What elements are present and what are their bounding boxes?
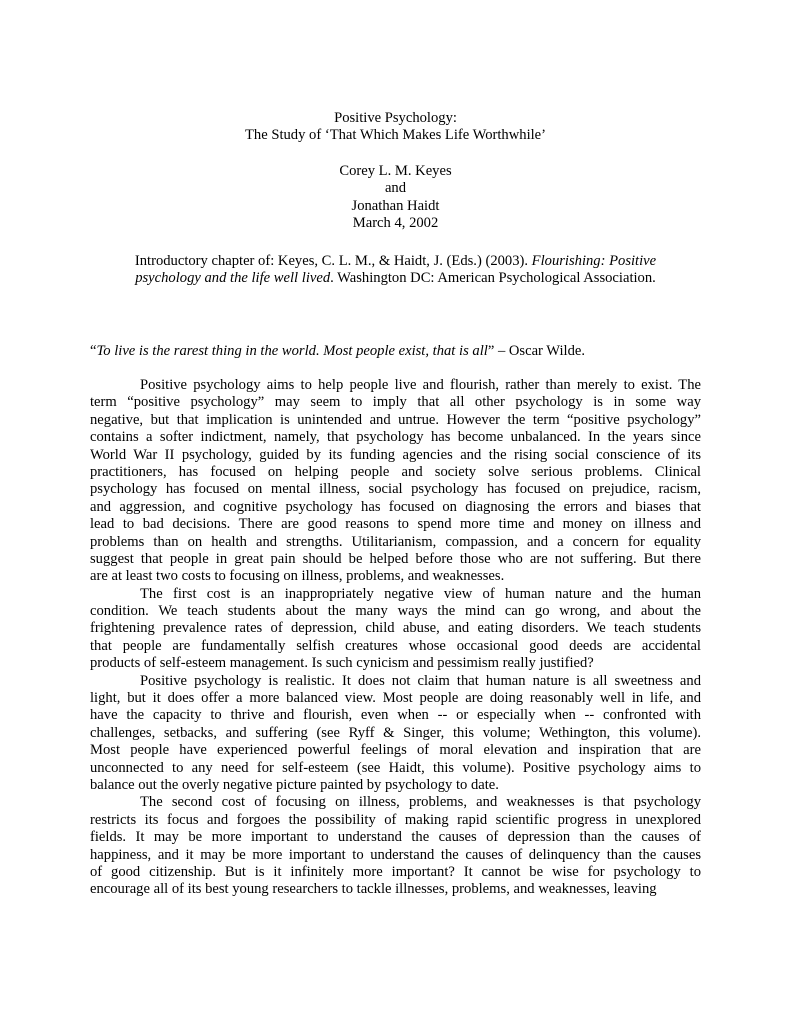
text-line: unconnected to any need for self-esteem (see Haidt, this volume). Positive psychology aims to — [90, 759, 701, 776]
author-conjunction: and — [384, 180, 407, 197]
text-line: that people are fundamentally selfish creatures whose occasional good deeds are accidental — [90, 637, 701, 654]
text-line: encourage all of its best young researchers to tackle illnesses, problems, and weaknesses, leaving — [90, 881, 657, 898]
text-line: condition. We teach students about the many ways the mind can go wrong, and about the — [90, 603, 701, 620]
text-line: World War II psychology, guided by its funding agencies and the rising social conscience of its — [90, 446, 701, 463]
text-line: The first cost is an inappropriately negative view of human nature and the human — [140, 585, 701, 602]
text-line: Positive psychology aims to help people live and flourish, rather than merely to exist. The — [140, 377, 701, 393]
citation-suffix: . Washington DC: American Psychological Association. — [330, 270, 656, 287]
text-line: restricts its focus and forgoes the possibility of making rapid scientific progress in unexplored — [90, 811, 701, 828]
author-2: Jonathan Haidt — [351, 197, 440, 214]
document-date: March 4, 2002 — [352, 215, 439, 232]
text-line: are at least two costs to focusing on illness, problems, and weaknesses. — [90, 568, 505, 585]
text-line: balance out the overly negative picture painted by psychology to date. — [90, 777, 499, 794]
text-line: contains a softer indictment, namely, that psychology has become unbalanced. In the years since — [90, 429, 701, 446]
text-line: term “positive psychology” may seem to imply that all other psychology is in some way — [90, 394, 701, 411]
author-1: Corey L. M. Keyes — [339, 163, 452, 179]
text-line: The second cost of focusing on illness, problems, and weaknesses is that psychology — [140, 794, 701, 811]
text-line: products of self-esteem management. Is such cynicism and pessimism really justified? — [90, 655, 594, 672]
text-line: Most people have experienced powerful feelings of moral elevation and inspiration that are — [90, 742, 701, 759]
author-block — [0, 163, 791, 233]
paragraph — [90, 794, 701, 898]
text-line: have the capacity to thrive and flourish, even when -- or especially when -- confronted with — [90, 707, 701, 724]
text-line: frightening prevalence rates of depression, child abuse, and eating disorders. We teach students — [90, 620, 701, 637]
text-line: of good citizenship. But is it infinitely more important? It cannot be wise for psychology to — [90, 863, 701, 880]
epigraph-quote: To live is the rarest thing in the world. Most people exist, that is all — [96, 343, 488, 359]
paragraph — [90, 673, 701, 795]
text-line: lead to bad decisions. There are good reasons to spend more time and money on illness and — [90, 516, 701, 533]
epigraph — [90, 343, 585, 360]
paragraph — [90, 586, 701, 673]
text-line: and aggression, and cognitive psychology has focused on diagnosing the errors and biases that — [90, 498, 701, 515]
title-line-1: Positive Psychology: — [334, 110, 457, 126]
text-line: happiness, and it may be more important to understand the causes of delinquency than the causes — [90, 846, 701, 863]
citation-block — [0, 253, 791, 288]
citation-prefix: Introductory chapter of: Keyes, C. L. M., & Haidt, J. (Eds.) (2003). — [134, 253, 532, 269]
text-line: light, but it does offer a more balanced view. Most people are doing reasonably well in life, and — [90, 690, 701, 707]
text-line: problems than on health and strengths. Utilitarianism, compassion, and a concern for equality — [90, 533, 701, 550]
text-line: Positive psychology is realistic. It does not claim that human nature is all sweetness and — [140, 672, 701, 689]
epigraph-open-quote: “ — [90, 343, 97, 359]
text-line: negative, but that implication is unintended and untrue. However the term “positive psychology” — [90, 411, 701, 428]
text-line: suggest that people in great pain should be helped before those who are not suffering. But there — [90, 550, 701, 567]
citation-book-title-2: psychology and the life well lived — [135, 270, 331, 287]
body-text — [90, 377, 701, 899]
citation-line-1 — [0, 253, 791, 270]
text-line: practitioners, has focused on helping people and society solve serious problems. Clinical — [90, 463, 701, 480]
title-line-2: The Study of ‘That Which Makes Life Worthwhile’ — [244, 127, 547, 144]
epigraph-attribution: ” – Oscar Wilde. — [487, 343, 586, 359]
citation-book-title-1: Flourishing: Positive — [531, 253, 657, 269]
paragraph — [90, 377, 701, 586]
document-title — [0, 110, 791, 145]
text-line: psychology has focused on mental illness, social psychology has focused on prejudice, racism, — [90, 481, 701, 498]
text-line: fields. It may be more important to understand the causes of depression than the causes of — [90, 829, 701, 846]
text-line: challenges, setbacks, and suffering (see Ryff & Singer, this volume; Wethington, this volume). — [90, 724, 701, 741]
citation-line-2 — [0, 270, 791, 287]
